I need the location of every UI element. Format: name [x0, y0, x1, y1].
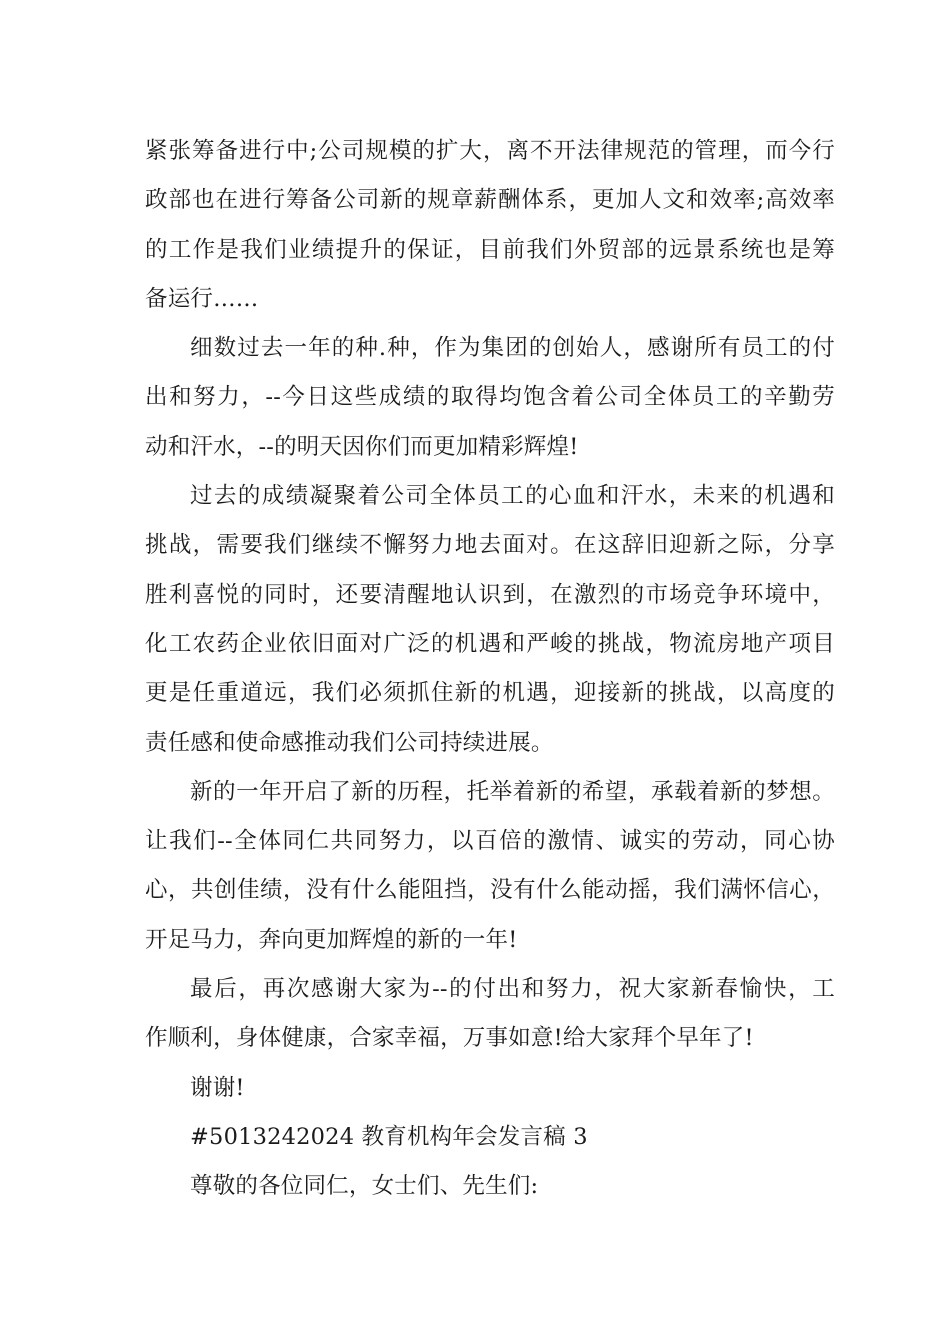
- text-line: 化工农药企业依旧面对广泛的机遇和严峻的挑战，物流房地产项目: [145, 630, 835, 657]
- salutation-line: 尊敬的各位同仁，女士们、先生们:: [190, 1173, 539, 1200]
- text-line: 过去的成绩凝聚着公司全体员工的心血和汗水，未来的机遇和: [190, 483, 835, 510]
- text-line: 作顺利，身体健康，合家幸福，万事如意!给大家拜个早年了!: [145, 1025, 754, 1052]
- paragraph-new-year: [145, 768, 835, 965]
- text-line: 责任感和使命感推动我们公司持续进展。: [145, 729, 554, 756]
- closing-line: 谢谢!: [190, 1074, 245, 1101]
- text-line: 政部也在进行筹备公司新的规章薪酬体系，更加人文和效率;高效率: [145, 187, 835, 214]
- text-line: 最后，再次感谢大家为--的付出和努力，祝大家新春愉快，工: [190, 976, 835, 1003]
- document-body: [145, 127, 835, 1212]
- text-line: 开足马力，奔向更加辉煌的新的一年!: [145, 926, 518, 953]
- paragraph-challenges: [145, 472, 835, 768]
- text-line: 细数过去一年的种.种，作为集团的创始人，感谢所有员工的付: [190, 335, 835, 362]
- paragraph-thanks-employees: [145, 324, 835, 472]
- text-line: 紧张筹备进行中;公司规模的扩大，离不开法律规范的管理，而今行: [145, 138, 835, 164]
- section-heading: #5013242024 教育机构年会发言稿 3: [190, 1123, 588, 1150]
- paragraph-final-thanks: [145, 965, 835, 1064]
- text-line: 出和努力，--今日这些成绩的取得均饱含着公司全体员工的辛勤劳: [145, 384, 835, 411]
- text-line: 动和汗水，--的明天因你们而更加精彩辉煌!: [145, 433, 579, 460]
- text-line: 胜利喜悦的同时，还要清醒地认识到，在激烈的市场竞争环境中，: [145, 581, 835, 608]
- text-line: 的工作是我们业绩提升的保证，目前我们外贸部的远景系统也是筹: [145, 236, 835, 263]
- paragraph-company-progress: [145, 127, 835, 324]
- text-line: 备运行……: [145, 285, 259, 312]
- text-line: 挑战，需要我们继续不懈努力地去面对。在这辞旧迎新之际，分享: [145, 532, 835, 559]
- text-line: 更是任重道远，我们必须抓住新的机遇，迎接新的挑战，以高度的: [145, 680, 835, 707]
- text-line: 让我们--全体同仁共同努力，以百倍的激情、诚实的劳动，同心协: [145, 828, 835, 855]
- text-line: 心，共创佳绩，没有什么能阻挡，没有什么能动摇，我们满怀信心，: [145, 877, 835, 904]
- text-line: 新的一年开启了新的历程，托举着新的希望，承载着新的梦想。: [190, 778, 835, 805]
